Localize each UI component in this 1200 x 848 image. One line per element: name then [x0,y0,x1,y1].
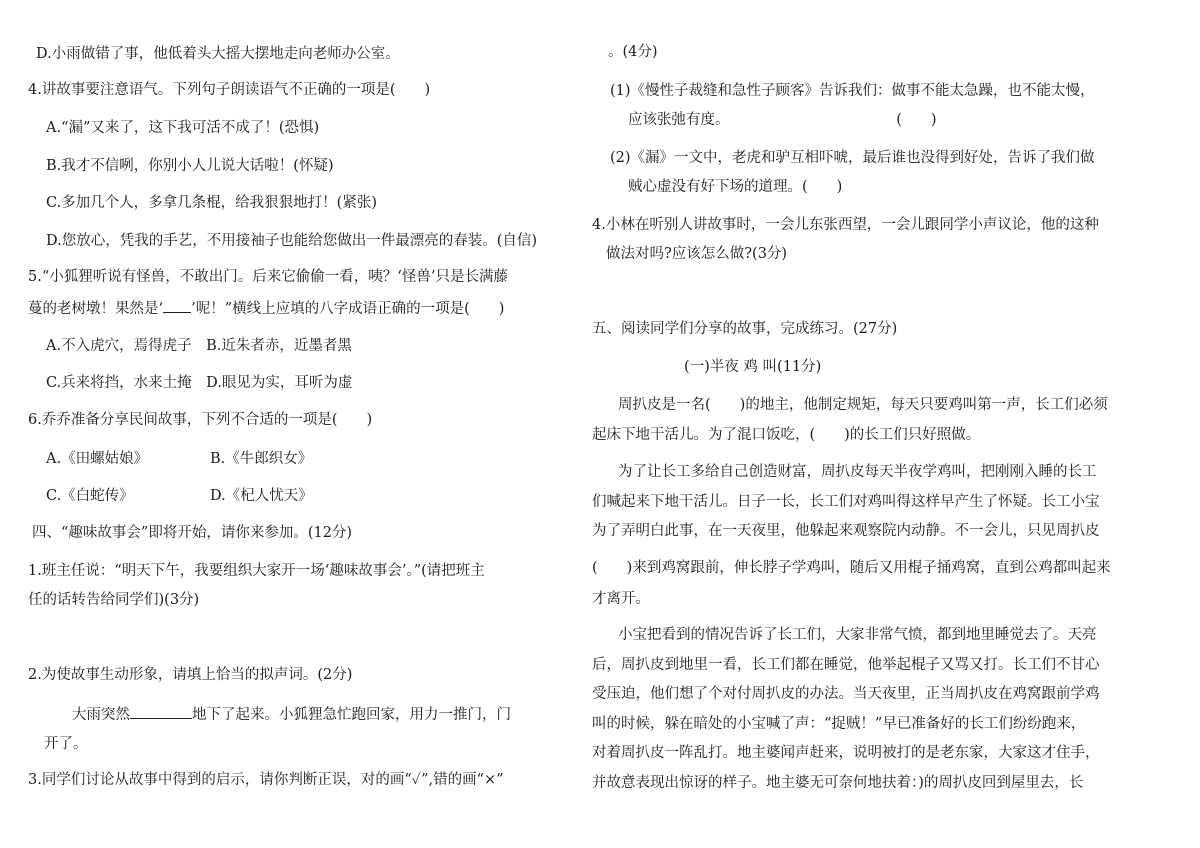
s4-question-4-line-2: 做法对吗?应该怎么做?(3分) [606,246,788,262]
s4-question-1-line-2: 任的话转告给同学们)(3分) [28,592,200,608]
passage-p3-line-3: 受压迫，他们想了个对付周扒皮的办法。当天夜里，正当周扒皮在鸡窝跟前学鸡 [592,686,1100,702]
q4-option-d: D.您放心，凭我的手艺，不用接袖子也能给您做出一件最漂亮的春装。(自信) [46,233,538,249]
q6-option-b: B.《牛郎织女》 [210,451,313,467]
q5-options-cd: C.兵来将挡，水来土掩 D.眼见为实，耳听为虚 [46,375,353,391]
passage-p2-line-1: 为了让长工多给自己创造财富，周扒皮每天半夜学鸡叫，把刚刚入睡的长工 [618,464,1097,480]
q6-option-c: C.《白蛇传》 [46,488,134,504]
passage-p3-line-4: 叫的时候，躲在暗处的小宝喊了声：“捉贼！”早已准备好的长工们纷纷跑来， [592,716,1086,732]
q4-option-b: B.我才不信咧，你别小人儿说大话啦！(怀疑) [46,158,334,174]
passage-p2-line-4: ( )来到鸡窝跟前，伸长脖子学鸡叫，随后又用棍子捅鸡窝，直到公鸡都叫起来 [592,560,1111,576]
s4-question-1-line-1: 1.班主任说：“明天下午，我要组织大家开一场‘趣味故事会’。”(请把班主 [28,563,485,579]
s4-q2-passage-line-1: 大雨突然 地下了起来。小狐狸急忙跑回家，用力一推门，门 [72,704,511,725]
judge-2-line-1: (2)《漏》一文中，老虎和驴互相吓唬，最后谁也没得到好处，告诉了我们做 [610,150,1095,166]
question-6: 6.乔乔准备分享民间故事，下列不合适的一项是( ) [28,412,373,428]
answer-blank [163,298,191,313]
passage-p1-line-2: 起床下地干活儿。为了混口饭吃，( )的长工们只好照做。 [592,427,981,443]
q5-options-ab: A.不入虎穴，焉得虎子 B.近朱者赤，近墨者黑 [46,338,352,354]
passage-p3-line-5: 对着周扒皮一阵乱打。地主婆闻声赶来，说明被打的是老东家，大家这才住手， [592,745,1100,761]
question-5-line-1: 5.“小狐狸听说有怪兽，不敢出门。后来它偷偷一看，咦？‘怪兽’只是长满藤 [28,269,508,285]
s4-question-4-line-1: 4.小林在听别人讲故事时，一会儿东张西望，一会儿跟同学小声议论，他的这种 [592,217,1099,233]
passage-p2-line-2: 们喊起来下地干活儿。日子一长，长工们对鸡叫得这样早产生了怀疑。长工小宝 [592,494,1100,510]
passage-p2-line-5: 才离开。 [592,591,650,607]
judge-1-line-2: 应该张弛有度。 ( ) [628,112,937,128]
onomatopoeia-blank [130,704,192,719]
passage-p3-line-1: 小宝把看到的情况告诉了长工们，大家非常气愤，都到地里睡觉去了。天亮 [618,627,1097,643]
q4-option-a: A.“漏”又来了，这下我可活不成了！(恐惧) [46,120,320,136]
s4-q2-passage-line-2: 开了。 [44,736,88,752]
q6-option-d: D.《杞人忧天》 [210,488,313,504]
section-5-heading: 五、阅读同学们分享的故事，完成练习。(27分) [592,321,898,337]
s4-question-3: 3.同学们讨论从故事中得到的启示，请你判断正误，对的画“✓”,错的画“×” [28,772,504,788]
passage-p3-line-6: 并故意表现出惊讶的样子。地主婆无可奈何地扶着：)的周扒皮回到屋里去，长 [592,775,1084,791]
passage-p1-line-1: 周扒皮是一名( )的地主，他制定规矩，每天只要鸡叫第一声，长工们必须 [618,397,1108,413]
q3-option-d: D.小雨做错了事，他低着头大摇大摆地走向老师办公室。 [36,46,400,62]
q3-continued: 。(4分) [608,44,658,60]
story-title: (一)半夜 鸡 叫(11分) [684,359,822,375]
s4-question-2: 2.为使故事生动形象，请填上恰当的拟声词。(2分) [28,667,353,683]
question-4: 4.讲故事要注意语气。下列句子朗读语气不正确的一项是( ) [28,82,431,98]
section-4-heading: 四、“趣味故事会”即将开始，请你来参加。(12分) [32,525,353,541]
question-5-line-2: 蔓的老树墩！果然是‘ ’呢！”横线上应填的八字成语正确的一项是( ) [28,298,504,319]
q4-option-c: C.多加几个人，多拿几条棍，给我狠狠地打！(紧张) [46,195,377,211]
judge-1-line-1: (1)《慢性子裁缝和急性子顾客》告诉我们：做事不能太急躁，也不能太慢， [610,83,1095,99]
passage-p2-line-3: 为了弄明白此事，在一天夜里，他躲起来观察院内动静。不一会儿，只见周扒皮 [592,523,1100,539]
judge-2-line-2: 贼心虚没有好下场的道理。( ) [628,179,843,195]
q6-option-a: A.《田螺姑娘》 [46,451,149,467]
passage-p3-line-2: 后，周扒皮到地里一看，长工们都在睡觉，他举起棍子又骂又打。长工们不甘心 [592,657,1100,673]
